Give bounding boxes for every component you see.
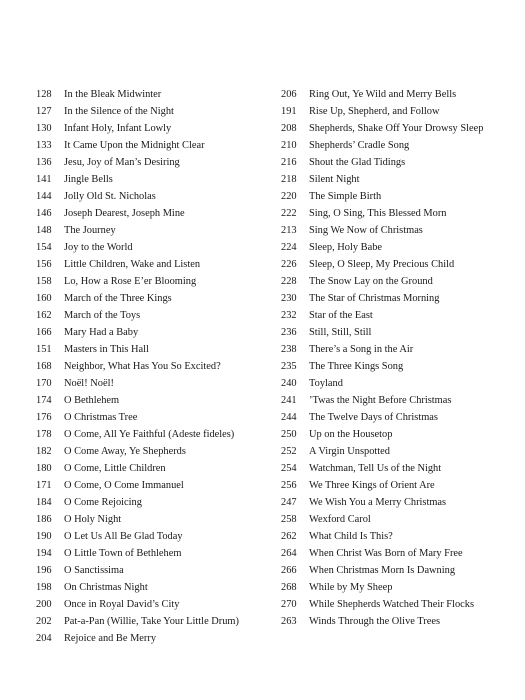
song-title: Noël! Noël! — [64, 378, 114, 389]
song-title: Little Children, Wake and Listen — [64, 259, 201, 270]
page-number: 196 — [36, 565, 52, 576]
contents-entry — [281, 188, 521, 205]
song-title: March of the Toys — [64, 310, 141, 321]
page-number: 200 — [36, 599, 52, 610]
song-title: Mary Had a Baby — [64, 327, 139, 338]
song-title: When Christmas Morn Is Dawning — [309, 565, 456, 576]
contents-entry — [281, 443, 521, 460]
song-title: Ring Out, Ye Wild and Merry Bells — [309, 89, 457, 100]
page-number: 220 — [281, 191, 297, 202]
page-number: 133 — [36, 140, 52, 151]
contents-entry — [36, 562, 266, 579]
contents-entry — [281, 409, 521, 426]
page-number: 206 — [281, 89, 297, 100]
page-number: 191 — [281, 106, 297, 117]
contents-entry — [36, 239, 266, 256]
page-number: 268 — [281, 582, 297, 593]
song-title: Winds Through the Olive Trees — [309, 616, 440, 627]
page-number: 250 — [281, 429, 297, 440]
song-title: When Christ Was Born of Mary Free — [309, 548, 463, 559]
page-number: 180 — [36, 463, 52, 474]
song-title: Jingle Bells — [64, 174, 113, 185]
song-title: Shepherds, Shake Off Your Drowsy Sleep — [309, 123, 484, 134]
page-number: 162 — [36, 310, 52, 321]
page-number: 213 — [281, 225, 297, 236]
contents-entry — [36, 86, 266, 103]
song-title: O Sanctissima — [64, 565, 124, 576]
song-title: O Come, All Ye Faithful (Adeste fideles) — [64, 429, 235, 440]
song-title: In the Bleak Midwinter — [64, 89, 162, 100]
contents-entry — [281, 613, 521, 630]
page-number: 232 — [281, 310, 297, 321]
song-title: O Christmas Tree — [64, 412, 138, 423]
song-title: Rise Up, Shepherd, and Follow — [309, 106, 440, 117]
page-number: 224 — [281, 242, 297, 253]
page-number: 184 — [36, 497, 52, 508]
song-title: O Come Rejoicing — [64, 497, 142, 508]
page-number: 238 — [281, 344, 297, 355]
page-number: 182 — [36, 446, 52, 457]
left-contents-column — [36, 86, 266, 647]
contents-entry — [281, 205, 521, 222]
page-number: 154 — [36, 242, 52, 253]
page-number: 127 — [36, 106, 52, 117]
contents-entry — [281, 528, 521, 545]
page-number: 254 — [281, 463, 297, 474]
page-number: 178 — [36, 429, 52, 440]
contents-entry — [36, 528, 266, 545]
song-title: Watchman, Tell Us of the Night — [309, 463, 442, 474]
song-title: O Little Town of Bethlehem — [64, 548, 182, 559]
contents-entry — [36, 579, 266, 596]
contents-entry — [36, 494, 266, 511]
page-number: 256 — [281, 480, 297, 491]
page-number: 190 — [36, 531, 52, 542]
page-number: 241 — [281, 395, 297, 406]
contents-entry — [36, 477, 266, 494]
contents-entry — [36, 409, 266, 426]
contents-entry — [36, 120, 266, 137]
song-title: Lo, How a Rose E’er Blooming — [64, 276, 197, 287]
song-title: Joseph Dearest, Joseph Mine — [64, 208, 185, 219]
contents-entry — [281, 545, 521, 562]
page-number: 244 — [281, 412, 297, 423]
contents-entry — [281, 103, 521, 120]
page-number: 146 — [36, 208, 52, 219]
page-number: 258 — [281, 514, 297, 525]
song-title: While Shepherds Watched Their Flocks — [309, 599, 474, 610]
contents-entry — [36, 290, 266, 307]
song-title: Neighbor, What Has You So Excited? — [64, 361, 221, 372]
song-title: We Three Kings of Orient Are — [309, 480, 435, 491]
contents-entry — [36, 392, 266, 409]
contents-entry — [281, 239, 521, 256]
contents-entry — [281, 392, 521, 409]
page-number: 247 — [281, 497, 297, 508]
song-title: What Child Is This? — [309, 531, 393, 542]
contents-entry — [281, 358, 521, 375]
song-title: O Come, O Come Immanuel — [64, 480, 184, 491]
contents-entry — [281, 120, 521, 137]
page-number: 130 — [36, 123, 52, 134]
song-title: We Wish You a Merry Christmas — [309, 497, 447, 508]
page-number: 204 — [36, 633, 52, 644]
contents-entry — [36, 205, 266, 222]
song-title: Wexford Carol — [309, 514, 371, 525]
song-title: Up on the Housetop — [309, 429, 393, 440]
song-title: It Came Upon the Midnight Clear — [64, 140, 205, 151]
song-title: The Simple Birth — [309, 191, 382, 202]
song-title: Infant Holy, Infant Lowly — [64, 123, 172, 134]
page-number: 218 — [281, 174, 297, 185]
contents-entry — [281, 86, 521, 103]
contents-entry — [36, 613, 266, 630]
page-number: 128 — [36, 89, 52, 100]
page-number: 252 — [281, 446, 297, 457]
page-number: 263 — [281, 616, 297, 627]
contents-entry — [281, 307, 521, 324]
song-title: Toyland — [309, 378, 343, 389]
contents-entry — [281, 324, 521, 341]
song-title: Sing, O Sing, This Blessed Morn — [309, 208, 447, 219]
song-title: O Let Us All Be Glad Today — [64, 531, 183, 542]
contents-entry — [281, 222, 521, 239]
song-title: Star of the East — [309, 310, 373, 321]
page-number: 228 — [281, 276, 297, 287]
page-number: 186 — [36, 514, 52, 525]
page-number: 156 — [36, 259, 52, 270]
contents-entry — [36, 443, 266, 460]
song-title: O Bethlehem — [64, 395, 120, 406]
page-number: 264 — [281, 548, 297, 559]
contents-entry — [281, 562, 521, 579]
page-number: 148 — [36, 225, 52, 236]
contents-entry — [36, 154, 266, 171]
song-title: Masters in This Hall — [64, 344, 149, 355]
contents-entry — [281, 273, 521, 290]
page-number: 235 — [281, 361, 297, 372]
song-title: Sleep, Holy Babe — [309, 242, 383, 253]
song-title: O Come, Little Children — [64, 463, 166, 474]
contents-entry — [281, 426, 521, 443]
page-number: 216 — [281, 157, 297, 168]
right-contents-column — [281, 86, 521, 630]
song-title: Shepherds’ Cradle Song — [309, 140, 410, 151]
page-number: 136 — [36, 157, 52, 168]
page-number: 171 — [36, 480, 52, 491]
song-title: O Holy Night — [64, 514, 122, 525]
contents-entry — [36, 358, 266, 375]
contents-entry — [36, 137, 266, 154]
page-number: 202 — [36, 616, 52, 627]
contents-entry — [36, 511, 266, 528]
page-number: 222 — [281, 208, 297, 219]
page-number: 141 — [36, 174, 52, 185]
contents-entry — [281, 494, 521, 511]
page-number: 266 — [281, 565, 297, 576]
page-number: 166 — [36, 327, 52, 338]
song-title: A Virgin Unspotted — [309, 446, 390, 457]
contents-entry — [281, 290, 521, 307]
song-title: In the Silence of the Night — [64, 106, 174, 117]
contents-entry — [36, 460, 266, 477]
song-title: There’s a Song in the Air — [309, 344, 414, 355]
page-number: 236 — [281, 327, 297, 338]
page-number: 210 — [281, 140, 297, 151]
song-title: Sleep, O Sleep, My Precious Child — [309, 259, 455, 270]
page-number: 151 — [36, 344, 52, 355]
song-title: Shout the Glad Tidings — [309, 157, 406, 168]
page-number: 230 — [281, 293, 297, 304]
contents-entry — [281, 375, 521, 392]
contents-entry — [281, 171, 521, 188]
page-number: 226 — [281, 259, 297, 270]
contents-entry — [36, 375, 266, 392]
page-number: 158 — [36, 276, 52, 287]
song-title: On Christmas Night — [64, 582, 148, 593]
page-number: 194 — [36, 548, 52, 559]
song-title: The Star of Christmas Morning — [309, 293, 440, 304]
contents-entry — [36, 630, 266, 647]
contents-entry — [281, 137, 521, 154]
song-title: Pat-a-Pan (Willie, Take Your Little Drum) — [64, 616, 239, 627]
song-title: Rejoice and Be Merry — [64, 633, 157, 644]
contents-entry — [281, 477, 521, 494]
song-title: ’Twas the Night Before Christmas — [309, 395, 452, 406]
contents-entry — [36, 545, 266, 562]
contents-entry — [281, 256, 521, 273]
contents-entry — [281, 460, 521, 477]
song-title: The Twelve Days of Christmas — [309, 412, 438, 423]
song-title: Silent Night — [309, 174, 360, 185]
contents-entry — [36, 188, 266, 205]
song-title: The Three Kings Song — [309, 361, 404, 372]
page-number: 262 — [281, 531, 297, 542]
song-title: Jesu, Joy of Man’s Desiring — [64, 157, 180, 168]
contents-entry — [281, 511, 521, 528]
contents-entry — [281, 341, 521, 358]
page-number: 176 — [36, 412, 52, 423]
song-title: Sing We Now of Christmas — [309, 225, 423, 236]
page-number: 240 — [281, 378, 297, 389]
page-number: 198 — [36, 582, 52, 593]
contents-entry — [36, 596, 266, 613]
song-title: The Snow Lay on the Ground — [309, 276, 433, 287]
song-title: Once in Royal David’s City — [64, 599, 180, 610]
song-title: March of the Three Kings — [64, 293, 172, 304]
page-number: 144 — [36, 191, 52, 202]
page-number: 208 — [281, 123, 297, 134]
page-number: 160 — [36, 293, 52, 304]
page-number: 170 — [36, 378, 52, 389]
song-title: Jolly Old St. Nicholas — [64, 191, 156, 202]
song-title: Joy to the World — [64, 242, 133, 253]
contents-entry — [36, 307, 266, 324]
song-title: While by My Sheep — [309, 582, 393, 593]
page-number: 168 — [36, 361, 52, 372]
contents-entry — [281, 154, 521, 171]
contents-entry — [36, 103, 266, 120]
song-title: O Come Away, Ye Shepherds — [64, 446, 186, 457]
contents-entry — [36, 341, 266, 358]
contents-entry — [36, 171, 266, 188]
song-title: Still, Still, Still — [309, 327, 372, 338]
page-number: 174 — [36, 395, 52, 406]
song-title: The Journey — [64, 225, 116, 236]
contents-entry — [281, 596, 521, 613]
contents-entry — [36, 222, 266, 239]
contents-entry — [36, 324, 266, 341]
page-number: 270 — [281, 599, 297, 610]
contents-entry — [281, 579, 521, 596]
contents-entry — [36, 426, 266, 443]
contents-entry — [36, 256, 266, 273]
contents-entry — [36, 273, 266, 290]
